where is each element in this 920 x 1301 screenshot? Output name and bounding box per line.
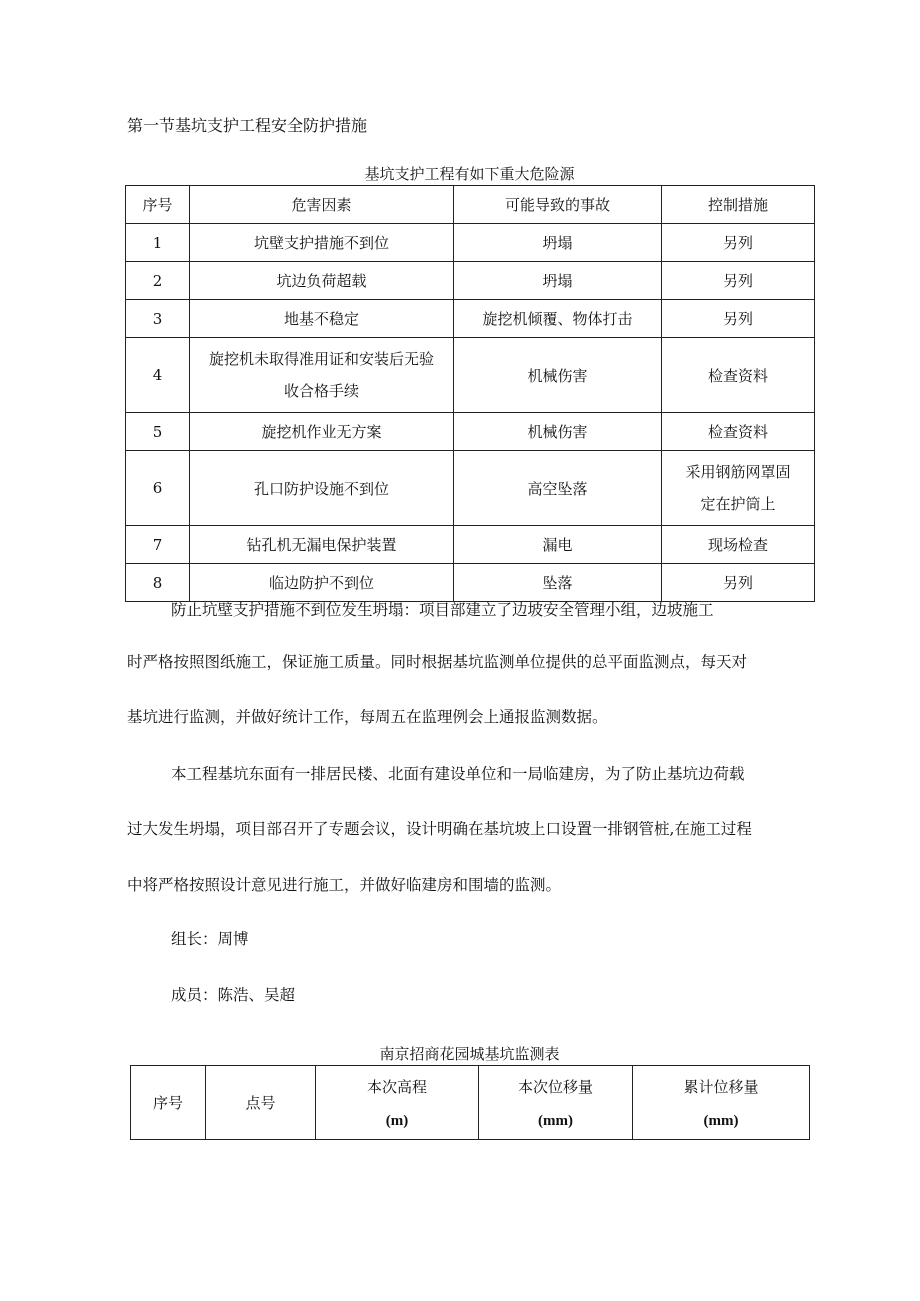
section-title: 第一节基坑支护工程安全防护措施 (127, 116, 368, 135)
cell-accident: 旋挖机倾覆、物体打击 (454, 300, 662, 338)
header-displacement (479, 1066, 633, 1140)
cell-no: 5 (126, 413, 190, 451)
paragraph-2 (127, 762, 817, 902)
table-row (126, 564, 815, 602)
cell-control: 检查资料 (662, 413, 815, 451)
cell-no: 8 (126, 564, 190, 602)
cell-control: 现场检查 (662, 526, 815, 564)
header-cumulative-displacement (633, 1066, 810, 1140)
cell-accident: 机械伤害 (454, 338, 662, 413)
table-row (126, 224, 815, 262)
cell-factor: 坑边负荷超载 (190, 262, 454, 300)
cell-control: 另列 (662, 224, 815, 262)
header-elevation (316, 1066, 479, 1140)
cell-control: 另列 (662, 564, 815, 602)
cell-no: 6 (126, 451, 190, 526)
hazard-table (125, 185, 815, 602)
cell-control: 另列 (662, 262, 815, 300)
header-control: 控制措施 (662, 186, 815, 224)
header-displacement-unit: (mm) (538, 1112, 573, 1129)
header-displacement-label: 本次位移量 (517, 1077, 593, 1096)
cell-control: 检查资料 (662, 338, 815, 413)
paragraph-line: 防止坑壁支护措施不到位发生坍塌：项目部建立了边坡安全管理小组，边坡施工 (171, 601, 714, 619)
table-header-row (131, 1066, 810, 1140)
hazard-table-caption: 基坑支护工程有如下重大危险源 (364, 165, 575, 183)
header-accident: 可能导致的事故 (454, 186, 662, 224)
cell-accident: 坍塌 (454, 224, 662, 262)
cell-accident: 坍塌 (454, 262, 662, 300)
table-row (126, 262, 815, 300)
header-factor: 危害因素 (190, 186, 454, 224)
cell-accident: 高空坠落 (454, 451, 662, 526)
table-header-row (126, 186, 815, 224)
header-no: 序号 (131, 1066, 206, 1140)
cell-no: 7 (126, 526, 190, 564)
cell-factor (190, 338, 454, 413)
cell-no: 1 (126, 224, 190, 262)
header-point: 点号 (206, 1066, 316, 1140)
cell-no: 4 (126, 338, 190, 413)
cell-no: 3 (126, 300, 190, 338)
paragraph-line: 本工程基坑东面有一排居民楼、北面有建设单位和一局临建房，为了防止基坑边荷载 (171, 765, 745, 783)
cell-factor-line: 旋挖机未取得准用证和安装后无验 (208, 350, 434, 368)
cell-factor: 地基不稳定 (190, 300, 454, 338)
header-cumulative-unit: (mm) (703, 1112, 739, 1129)
monitor-table (130, 1065, 810, 1140)
leader-line: 组长：周博 (171, 930, 249, 948)
table-row (126, 451, 815, 526)
members-line: 成员：陈浩、吴超 (171, 986, 296, 1004)
paragraph-line: 时严格按照图纸施工，保证施工质量。同时根据基坑监测单位提供的总平面监测点，每天对 (127, 653, 748, 671)
cell-accident: 漏电 (454, 526, 662, 564)
cell-control-line: 采用钢筋网罩固 (685, 463, 791, 481)
cell-accident: 机械伤害 (454, 413, 662, 451)
paragraph-line: 基坑进行监测，并做好统计工作，每周五在监理例会上通报监测数据。 (127, 708, 608, 726)
table-row (126, 413, 815, 451)
cell-factor: 孔口防护设施不到位 (190, 451, 454, 526)
table-row (126, 526, 815, 564)
cell-control: 另列 (662, 300, 815, 338)
table-row (126, 338, 815, 413)
table-row (126, 300, 815, 338)
cell-factor-line: 收合格手续 (283, 382, 359, 400)
cell-factor: 旋挖机作业无方案 (190, 413, 454, 451)
header-cumulative-label: 累计位移量 (683, 1077, 759, 1096)
cell-no: 2 (126, 262, 190, 300)
cell-control (662, 451, 815, 526)
cell-factor: 钻孔机无漏电保护装置 (190, 526, 454, 564)
cell-factor: 坑壁支护措施不到位 (190, 224, 454, 262)
header-elevation-label: 本次高程 (366, 1077, 427, 1096)
monitor-table-caption: 南京招商花园城基坑监测表 (379, 1045, 560, 1063)
cell-control-line: 定在护筒上 (700, 495, 776, 513)
paragraph-1 (127, 598, 817, 738)
paragraph-line: 中将严格按照设计意见进行施工，并做好临建房和围墙的监测。 (127, 876, 562, 894)
cell-accident: 坠落 (454, 564, 662, 602)
cell-factor: 临边防护不到位 (190, 564, 454, 602)
header-elevation-unit: (m) (385, 1112, 409, 1129)
header-no: 序号 (126, 186, 190, 224)
paragraph-line: 过大发生坍塌，项目部召开了专题会议，设计明确在基坑坡上口设置一排钢管桩,在施工过程 (127, 820, 752, 838)
